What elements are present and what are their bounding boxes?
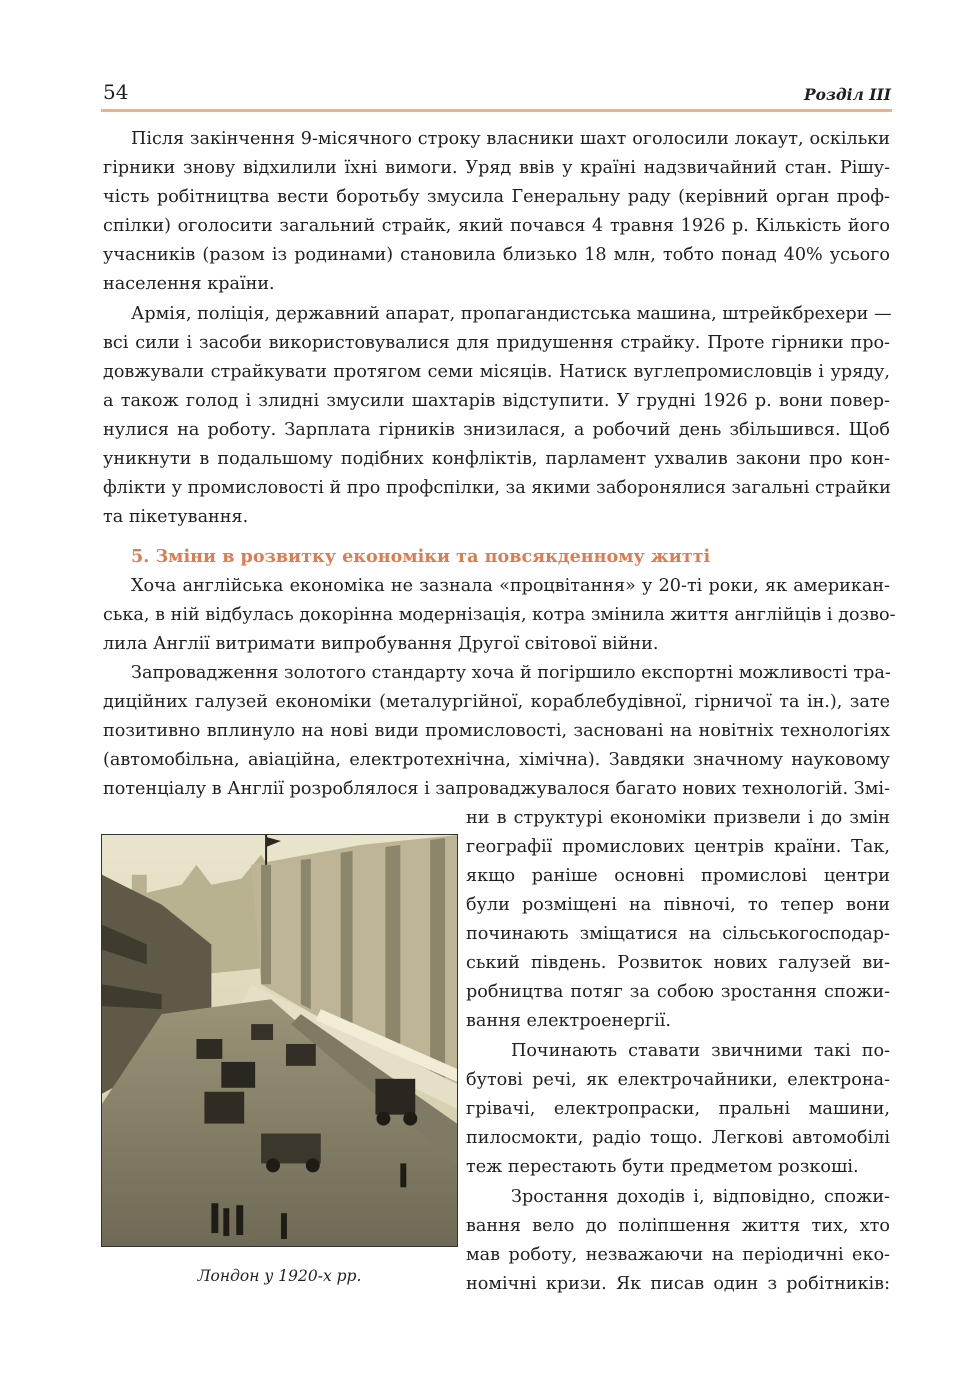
text-line: теж перестають бути предметом розкоші. xyxy=(466,1157,859,1177)
text-line: довжували страйкувати протягом семи місяців. Натиск вуглепромисловців і уряду, xyxy=(103,362,890,382)
text-line: робництва потяг за собою зростання спожи- xyxy=(466,982,890,1002)
text-line: пилосмокти, радіо тощо. Легкові автомобілі xyxy=(466,1128,890,1148)
london-street-photo xyxy=(101,834,458,1247)
text-line: починають зміщатися на сільськогосподар- xyxy=(466,924,890,944)
text-line: всі сили і засоби використовувалися для придушення страйку. Проте гірники про- xyxy=(103,333,890,353)
text-line: населення країни. xyxy=(103,274,275,294)
text-line: ни в структурі економіки призвели і до змін xyxy=(466,808,890,828)
text-line: учасників (разом із родинами) становила близько 18 млн, тобто понад 40% усього xyxy=(103,245,890,265)
street-scene-illustration xyxy=(102,835,457,1246)
text-line: Зростання доходів і, відповідно, спожи- xyxy=(511,1187,890,1207)
text-line: географії промислових центрів країни. Так, xyxy=(466,837,890,857)
text-line: чість робітництва вести боротьбу змусила Генеральну раду (керівний орган проф- xyxy=(103,187,890,207)
text-line: нулися на роботу. Зарплата гірників знизилася, а робочий день збільшився. Щоб xyxy=(103,420,890,440)
text-line: флікти у промисловості й про профспілки, за якими заборонялися загальні страйки xyxy=(103,478,891,498)
header-rule xyxy=(101,109,892,112)
text-line: спілки) оголосити загальний страйк, який почався 4 травня 1926 р. Кількість його xyxy=(103,216,890,236)
text-line: ська, в ній відбулась докорінна модернізація, котра змінила життя англійців і дозво- xyxy=(103,605,896,625)
text-line: вання вело до поліпшення життя тих, хто xyxy=(466,1216,890,1236)
text-line: (автомобільна, авіаційна, електротехнічна, хімічна). Завдяки значному науковому xyxy=(103,750,890,770)
text-line: уникнути в подальшому подібних конфліктів, парламент ухвалив закони про кон- xyxy=(103,449,890,469)
text-line: якщо раніше основні промислові центри xyxy=(466,866,890,886)
text-line: гірники знову відхилили їхні вимоги. Уряд ввів у країні надзвичайний стан. Рішу- xyxy=(103,158,890,178)
text-line: лила Англії витримати випробування Другої світової війни. xyxy=(103,634,659,654)
section-heading: 5. Зміни в розвитку економіки та повсякденному житті xyxy=(131,546,711,567)
text-line: Після закінчення 9-місячного строку власники шахт оголосили локаут, оскільки xyxy=(131,129,890,149)
text-line: Запровадження золотого стандарту хоча й погіршило експортні можливості тра- xyxy=(131,663,891,683)
text-line: вання електроенергії. xyxy=(466,1011,671,1031)
text-line: позитивно вплинуло на нові види промисловості, засновані на новітніх технологіях xyxy=(103,721,890,741)
text-line: та пікетування. xyxy=(103,507,249,527)
text-line: Починають ставати звичними такі по- xyxy=(511,1041,890,1061)
text-line: а також голод і злидні змусили шахтарів відступити. У грудні 1926 р. вони повер- xyxy=(103,391,890,411)
text-line: грівачі, електропраски, пральні машини, xyxy=(466,1099,890,1119)
text-line: бутові речі, як електрочайники, електрона- xyxy=(466,1070,890,1090)
text-line: Армія, поліція, державний апарат, пропагандистська машина, штрейкбрехери — xyxy=(131,304,892,324)
page-number: 54 xyxy=(103,80,129,104)
text-line: номічні кризи. Як писав один з робітників: xyxy=(466,1274,890,1294)
text-line: диційних галузей економіки (металургійної, кораблебудівної, гірничої та ін.), зате xyxy=(103,692,890,712)
text-line: були розміщені на півночі, то тепер вони xyxy=(466,895,890,915)
text-line: потенціалу в Англії розроблялося і запроваджувалося багато нових технологій. Змі- xyxy=(103,779,890,799)
text-line: Хоча англійська економіка не зазнала «процвітання» у 20-ті роки, як американ- xyxy=(131,576,890,596)
text-line: мав роботу, незважаючи на періодичні еко- xyxy=(466,1245,890,1265)
text-line: ський південь. Розвиток нових галузей ви- xyxy=(466,953,890,973)
section-label: Розділ ІІІ xyxy=(803,85,891,104)
figure-caption: Лондон у 1920-х рр. xyxy=(197,1267,362,1285)
